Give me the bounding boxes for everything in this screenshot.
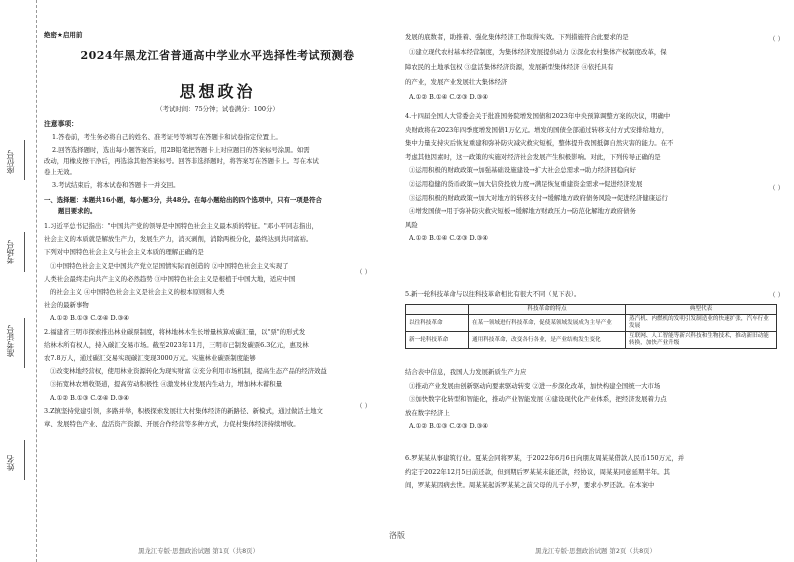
question-line: 给林木所有权人，持入碳汇交易市场。截至2023年11月，三明市已制发碳票6.3亿元，惠及林: [44, 340, 309, 349]
question-line: 障农民的土地承包权 ③盘活集体经济资源，发展新型集体经济 ④依托具有: [405, 63, 614, 71]
question-line: ③运用积极的财政政策→加大对地方的转移支付→缓解地方政府债务风险→促进经济健康运行: [409, 193, 668, 202]
table-cell: 蒸汽机、内燃机的发明引发制造业的快速扩张，汽车行业发展: [626, 315, 777, 332]
question-line: 2.福建省三明市探索推出林业碳票制度，将林地林木生长增量核算成碳汇量，以"票"的形式发: [44, 327, 306, 336]
notes-heading: 注意事项：: [44, 120, 78, 128]
question-line: 集中力量支持灾后恢复重建和弥补防灾减灾救灾短板，整体提升我国抵御自然灾害的能力。在不: [405, 139, 674, 148]
question-line: 发展的底数者，助推着、强化集体经济工作取得实效。下列措施符合此要求的是: [405, 33, 629, 41]
q5-lead: 5.新一轮科技革命与以往科技革命相比有很大不同（见下表）。: [405, 290, 581, 298]
exam-info: （考试时间：75分钟；试卷满分：100分）: [156, 105, 279, 113]
subject-title: 思想政治: [179, 82, 256, 101]
name-line: [24, 440, 25, 480]
table-cell: 通用科技革命，改变各行各业，是产业结构发生变化: [469, 332, 626, 349]
left-footer: 黑龙江专版·思想政治试题 第1页（共8页）: [138, 547, 259, 555]
section-heading-cont: 题目要求的。: [58, 207, 97, 215]
table-cell: 新一轮科技革命: [406, 332, 469, 349]
question-line: 放在数字经济上: [405, 408, 450, 417]
section-heading: 一、选择题：本题共16小题，每小题3分，共48分。在每小题给出的四个选项中，只有一项是符合: [44, 196, 322, 204]
question-line: 的社会主义 ④中国特色社会主义是社会主义的根本原则和人类: [50, 288, 225, 296]
q2-answer-paren: （ ）: [356, 402, 371, 410]
table-header-cell: 科技革命的特点: [469, 305, 626, 315]
q3-answer-paren: （ ）: [769, 35, 784, 43]
right-footer: 黑龙江专版·思想政治试题 第2页（共8页）: [535, 547, 656, 555]
question-line: ①改变林地经营权，使用林业资源转化为现实财富 ②充分利用市场机制，提高生态产品的经济效益: [50, 367, 327, 376]
question-line: ②运用稳健的货币政策→加大信贷投放力度→满足恢复重建资金需求→促进经济发展: [409, 180, 643, 188]
question-line: 间，罗某某因病去世。周某某起诉罗某某之前父母的儿子小罗，要求小罗还款。在本案中: [405, 481, 655, 490]
right-page: [397, 0, 794, 562]
binding-strip: [0, 0, 37, 562]
question-line: 社会主义的本质就是解放生产力，发展生产力，消灭剥削，消除两极分化，最终达到共同富裕。: [44, 235, 313, 244]
question-line: 章、发展特色产业、盘活资产资源、开展合作经营等多种方式，力促村集体经济持续增收。: [44, 420, 300, 428]
question-line: 3.Z镇坚持党建引领，多路并举，积极探索发展壮大村集体经济的新路径、新模式，通过做活土地文: [44, 406, 323, 415]
table-cell: 互联网、人工智能等新兴科技和生物技术，推动新旧动能转换，加快产业升级: [626, 332, 777, 349]
exam-title: 2024年黑龙江省普通高中学业水平选择性考试预测卷: [80, 49, 355, 62]
question-line: 的产业，发展产业发展壮大集体经济: [405, 78, 508, 86]
admission-ticket-label: 准考证号: [6, 325, 15, 357]
question-line: ①中国特色社会主义是中国共产党立足国情实际而创造的 ②中国特色社会主义实现了: [50, 261, 289, 270]
note-line: 3.考试结束后，将本试卷和答题卡一并交回。: [52, 181, 180, 189]
seat-number-line: [24, 140, 25, 180]
exam-room-label: 考场号: [6, 240, 15, 264]
table-header-row: [406, 305, 777, 315]
question-line: A.①② B.①④ C.②③ D.③④: [409, 234, 488, 243]
question-line: 结合表中信息，我国人力发展新质生产力应: [405, 368, 527, 376]
question-line: 央财政将在2023年四季度增发国债1万亿元。增发的国债全部通过转移支付方式安排给地方，: [405, 125, 669, 134]
table-cell: 以往科技革命: [406, 315, 469, 332]
question-line: A.①② B.①③ C.②③ D.③④: [409, 422, 488, 431]
q1-answer-paren: （ ）: [356, 268, 371, 276]
question-line: 社会的最新事物: [44, 301, 89, 310]
table-row: [406, 332, 777, 349]
question-line: 农7.8万人，通过碳汇交易实现碳汇变现3000万元。实施林业碳票制度能够: [44, 354, 256, 362]
q5-table: [405, 304, 777, 349]
note-line: 2.回答选择题时，选出每小题答案后，用2B铅笔把答题卡上对应题目的答案标号涂黑。如需: [52, 146, 310, 154]
confidential-mark: 绝密★启用前: [44, 31, 83, 39]
table-header-cell: 典型代表: [626, 305, 777, 315]
note-line: 1.答卷前，考生务必将自己的姓名、准考证号等填写在答题卡和试卷指定位置上。: [52, 133, 282, 141]
question-line: ③加快数字化转型和智能化，推动产业智能发展 ④建设现代化产业体系，把经济发展着力点: [409, 395, 667, 404]
question-line: A.①② B.①④ C.②③ D.③④: [409, 93, 488, 101]
question-line: 考虑其他因素时，这一政策的实施对经济社会发展产生积极影响。对此，下列传导正确的是: [405, 152, 661, 161]
question-line: ③拓宽林农增收渠道，提高劳动积极性 ④激发林业发展内生动力，增加林木蓄积量: [50, 380, 283, 389]
question-line: 6.罗某某从事建筑行业。夏某会同将罗某，于2022年6月6日向朋友周某某借款人民币150万元，并: [405, 454, 685, 462]
question-line: 人类社会最终走向共产主义的必然趋势 ③中国特色社会主义是根植于中国大地，适应中国: [44, 274, 296, 283]
table-cell: 在某一领域进行科技革命，促使某领域发展成为主导产业: [469, 315, 626, 332]
question-line: A.①② B.①③ C.②④ D.③④: [50, 393, 129, 402]
question-line: 风险: [405, 220, 418, 229]
table-row: [406, 315, 777, 332]
question-line: ①运用积极的财政政策→加强基础设施建设→扩大社会总需求→助力经济回稳向好: [409, 166, 636, 175]
note-line: 改动，用橡皮擦干净后，再选涂其他答案标号。回答非选择题时，将答案写在答题卡上。写在本试: [44, 157, 319, 165]
question-line: ④增发国债→用于弥补防灾救灾短板→缓解地方财政压力→防范化解地方政府债务: [409, 207, 636, 216]
question-line: ①建立现代农村基本经营制度，为集体经济发展提供动力 ②深化农村集体产权制度改革，保: [409, 48, 667, 56]
question-line: 下列对中国特色社会主义与社会主义本质的理解正确的是: [44, 248, 204, 257]
exam-room-line: [24, 232, 25, 272]
q5-answer-paren: （ ）: [769, 291, 784, 299]
table-header-cell: [406, 305, 469, 315]
q4-answer-paren: （ ）: [769, 184, 784, 192]
question-line: A.①② B.①③ C.②④ D.③④: [50, 314, 129, 323]
question-line: ①推动产业发展由创新驱动向要素驱动转变 ②进一步深化改革，加快构建全国统一大市场: [409, 381, 661, 390]
center-mark: 洛版: [389, 531, 405, 540]
name-label: 姓名: [6, 455, 15, 471]
note-line: 卷上无效。: [44, 168, 76, 176]
seat-number-label: 座位号: [6, 150, 15, 174]
question-line: 1.习近平总书记指出："中国共产党的领导是中国特色社会主义最本质的特征。"邓小平同志指出，: [44, 222, 318, 230]
question-line: 4.十四届全国人大常委会关于批准国务院增发国债和2023年中央预算调整方案的决议，明确中: [405, 112, 671, 120]
question-line: 约定于2022年12月5日前还款，但到期后罗某某未能还款，经协议，周某某同意延期半年。其: [405, 467, 670, 476]
admission-ticket-line: [24, 318, 25, 368]
